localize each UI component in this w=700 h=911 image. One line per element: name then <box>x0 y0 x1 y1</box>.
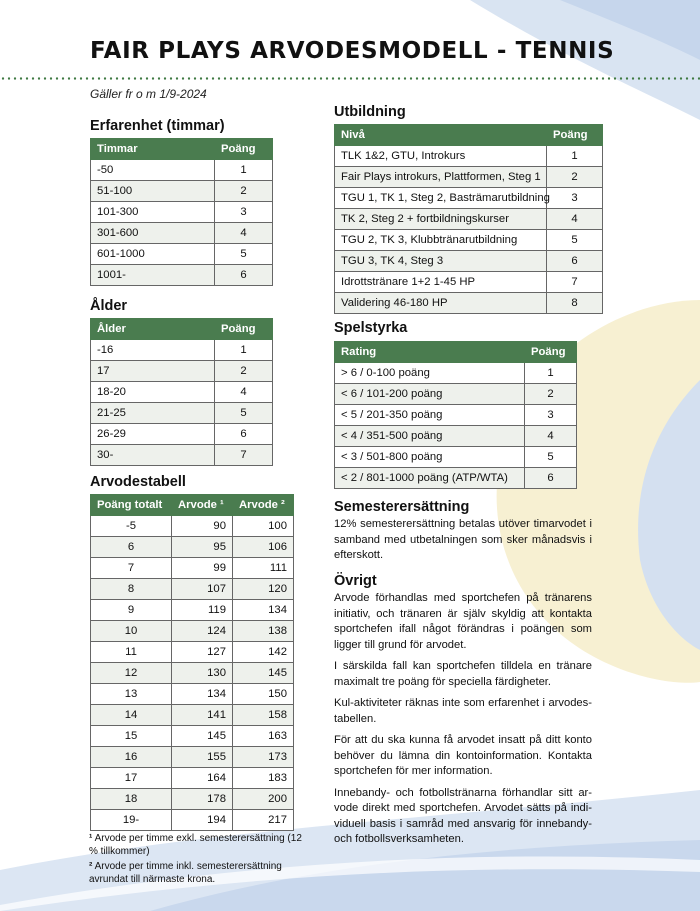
cell-rating: < 3 / 501-800 poäng <box>335 447 525 468</box>
column-header: Arvode ¹ <box>172 495 233 516</box>
table-row <box>335 426 577 447</box>
column-header: Nivå <box>335 125 547 146</box>
cell-level: TGU 2, TK 3, Klubbtränarutbildning <box>335 230 547 251</box>
cell-fee-incl: 150 <box>233 684 294 705</box>
column-header: Poäng <box>525 342 577 363</box>
page-title: FAIR PLAYS ARVODESMODELL - TENNIS <box>90 38 615 64</box>
table-row <box>335 468 577 489</box>
ovrigt-paragraph: Kul-aktiviteter räknas inte som erfarenhet i arvodestabellen. <box>334 697 592 725</box>
table-row <box>91 382 273 403</box>
cell-fee-incl: 163 <box>233 726 294 747</box>
cell-fee-incl: 106 <box>233 537 294 558</box>
ovrigt-paragraph: I särskilda fall kan sportchefen tilldela en tränare maximalt tre poäng för speciella färdigheter. <box>334 660 592 688</box>
table-row <box>91 340 273 361</box>
column-header: Poäng <box>547 125 603 146</box>
alder-table <box>90 318 273 466</box>
footnote-1-mark: ¹ <box>89 833 93 844</box>
cell-points: 3 <box>215 202 273 223</box>
cell-age: 18-20 <box>91 382 215 403</box>
table-header-row <box>335 342 577 363</box>
cell-points: 3 <box>525 405 577 426</box>
cell-points-total: 6 <box>91 537 172 558</box>
cell-range: 301-600 <box>91 223 215 244</box>
column-header: Rating <box>335 342 525 363</box>
table-row <box>91 244 273 265</box>
column-header: Poäng totalt <box>91 495 172 516</box>
table-header-row <box>91 495 294 516</box>
cell-points: 6 <box>215 265 273 286</box>
table-row <box>91 361 273 382</box>
ovrigt-paragraph: För att du ska kunna få arvodet insatt på ditt konto behöver du lämna din kontoinformation. Kontakta sportchefen för mer information. <box>334 734 592 777</box>
table-row <box>335 384 577 405</box>
table-row <box>91 202 273 223</box>
cell-points: 5 <box>525 447 577 468</box>
cell-points: 5 <box>215 403 273 424</box>
cell-fee-incl: 100 <box>233 516 294 537</box>
cell-rating: > 6 / 0-100 poäng <box>335 363 525 384</box>
cell-level: Validering 46-180 HP <box>335 293 547 314</box>
table-row <box>91 516 294 537</box>
cell-range: 101-300 <box>91 202 215 223</box>
table-row <box>335 146 603 167</box>
alder-heading: Ålder <box>90 298 128 314</box>
cell-level: TGU 3, TK 4, Steg 3 <box>335 251 547 272</box>
cell-points-total: 10 <box>91 621 172 642</box>
table-row <box>91 600 294 621</box>
footnote-2 <box>89 860 309 886</box>
column-header: Ålder <box>91 319 215 340</box>
cell-points: 2 <box>215 181 273 202</box>
table-row <box>335 405 577 426</box>
cell-points-total: 15 <box>91 726 172 747</box>
cell-fee-excl: 145 <box>172 726 233 747</box>
cell-points: 6 <box>547 251 603 272</box>
ovrigt-text-block <box>334 591 592 854</box>
cell-points-total: 14 <box>91 705 172 726</box>
cell-range: 601-1000 <box>91 244 215 265</box>
column-header: Poäng <box>215 319 273 340</box>
cell-fee-excl: 178 <box>172 789 233 810</box>
table-header-row <box>91 139 273 160</box>
cell-fee-excl: 164 <box>172 768 233 789</box>
cell-fee-incl: 173 <box>233 747 294 768</box>
table-row <box>91 403 273 424</box>
cell-range: -50 <box>91 160 215 181</box>
cell-rating: < 4 / 351-500 poäng <box>335 426 525 447</box>
cell-points-total: 19- <box>91 810 172 831</box>
arvodestabell-table <box>90 494 294 831</box>
cell-points: 4 <box>215 223 273 244</box>
cell-points-total: 11 <box>91 642 172 663</box>
spelstyrka-table <box>334 341 577 489</box>
dotted-divider <box>0 77 700 80</box>
table-row <box>91 223 273 244</box>
cell-points-total: 12 <box>91 663 172 684</box>
cell-age: 26-29 <box>91 424 215 445</box>
cell-level: Fair Plays introkurs, Plattformen, Steg 1 <box>335 167 547 188</box>
cell-range: 1001- <box>91 265 215 286</box>
cell-age: 30- <box>91 445 215 466</box>
table-row <box>91 810 294 831</box>
table-row <box>335 272 603 293</box>
column-header: Poäng <box>215 139 273 160</box>
cell-points: 3 <box>547 188 603 209</box>
cell-points: 6 <box>525 468 577 489</box>
footnote-2-text: Arvode per timme inkl. semesterersättning avrundat till närmaste krona. <box>89 861 282 885</box>
footnote-1 <box>89 832 309 858</box>
utbildning-table <box>334 124 603 314</box>
cell-fee-incl: 142 <box>233 642 294 663</box>
cell-fee-incl: 134 <box>233 600 294 621</box>
cell-fee-excl: 90 <box>172 516 233 537</box>
cell-points-total: 17 <box>91 768 172 789</box>
table-row <box>335 188 603 209</box>
cell-fee-incl: 200 <box>233 789 294 810</box>
cell-fee-incl: 138 <box>233 621 294 642</box>
table-header-row <box>335 125 603 146</box>
table-row <box>91 747 294 768</box>
cell-points: 2 <box>215 361 273 382</box>
cell-fee-incl: 183 <box>233 768 294 789</box>
cell-points: 2 <box>547 167 603 188</box>
table-row <box>335 209 603 230</box>
ovrigt-heading: Övrigt <box>334 573 377 589</box>
table-row <box>91 181 273 202</box>
table-row <box>91 160 273 181</box>
footnote-1-text: Arvode per timme exkl. semesterersättning (12 % tillkommer) <box>89 833 302 857</box>
cell-level: Idrottstränare 1+2 1-45 HP <box>335 272 547 293</box>
cell-fee-incl: 145 <box>233 663 294 684</box>
table-row <box>91 579 294 600</box>
table-row <box>335 447 577 468</box>
cell-points: 1 <box>547 146 603 167</box>
cell-points: 8 <box>547 293 603 314</box>
cell-points: 4 <box>525 426 577 447</box>
cell-level: TLK 1&2, GTU, Introkurs <box>335 146 547 167</box>
semester-text-block <box>334 517 592 570</box>
cell-points-total: 9 <box>91 600 172 621</box>
cell-age: -16 <box>91 340 215 361</box>
utbildning-heading: Utbildning <box>334 104 406 120</box>
footnotes <box>89 832 309 888</box>
cell-fee-excl: 107 <box>172 579 233 600</box>
cell-range: 51-100 <box>91 181 215 202</box>
cell-fee-incl: 217 <box>233 810 294 831</box>
table-row <box>335 230 603 251</box>
cell-fee-incl: 120 <box>233 579 294 600</box>
table-row <box>91 621 294 642</box>
table-row <box>335 363 577 384</box>
table-row <box>335 251 603 272</box>
semester-heading: Semesterersättning <box>334 499 470 515</box>
cell-points: 4 <box>215 382 273 403</box>
table-row <box>91 663 294 684</box>
cell-age: 21-25 <box>91 403 215 424</box>
table-row <box>91 424 273 445</box>
cell-rating: < 6 / 101-200 poäng <box>335 384 525 405</box>
cell-points: 2 <box>525 384 577 405</box>
cell-fee-excl: 95 <box>172 537 233 558</box>
validity-date: Gäller fr o m 1/9-2024 <box>90 87 207 101</box>
cell-points: 4 <box>547 209 603 230</box>
table-row <box>91 789 294 810</box>
cell-fee-excl: 130 <box>172 663 233 684</box>
table-row <box>91 537 294 558</box>
semester-paragraph: 12% semesterersättning betalas utöver timarvodet i samband med utbetalningen som sker månadsvis i efterskott. <box>334 518 592 561</box>
cell-points: 6 <box>215 424 273 445</box>
table-row <box>335 167 603 188</box>
table-row <box>91 684 294 705</box>
cell-points: 1 <box>525 363 577 384</box>
table-row <box>91 768 294 789</box>
erfarenhet-table <box>90 138 273 286</box>
cell-points-total: 7 <box>91 558 172 579</box>
cell-points: 1 <box>215 160 273 181</box>
cell-points: 7 <box>547 272 603 293</box>
table-row <box>91 445 273 466</box>
cell-fee-excl: 127 <box>172 642 233 663</box>
cell-points-total: 16 <box>91 747 172 768</box>
cell-points: 5 <box>215 244 273 265</box>
cell-fee-excl: 99 <box>172 558 233 579</box>
cell-points-total: -5 <box>91 516 172 537</box>
cell-age: 17 <box>91 361 215 382</box>
cell-rating: < 2 / 801-1000 poäng (ATP/WTA) <box>335 468 525 489</box>
cell-rating: < 5 / 201-350 poäng <box>335 405 525 426</box>
cell-points: 1 <box>215 340 273 361</box>
cell-fee-excl: 119 <box>172 600 233 621</box>
table-row <box>91 265 273 286</box>
table-row <box>91 705 294 726</box>
cell-points-total: 18 <box>91 789 172 810</box>
cell-fee-excl: 124 <box>172 621 233 642</box>
cell-points-total: 13 <box>91 684 172 705</box>
footnote-2-mark: ² <box>89 861 93 872</box>
cell-points: 7 <box>215 445 273 466</box>
table-row <box>335 293 603 314</box>
arvodestabell-heading: Arvodestabell <box>90 474 186 490</box>
ovrigt-paragraph: Arvode förhandlas med sportchefen på tränarens initiativ, och tränaren är själv skyldig att kontakta sportchefen ifall något förändras i poängen som ligger till grund för arvodet. <box>334 592 592 651</box>
table-row <box>91 558 294 579</box>
ovrigt-paragraph: Innebandy- och fotbollstränarna förhandlar sitt arvode direkt med sportchefen. Arvodet sätts på individuell basis i samråd med ansvarig för innebandy- och fotbollsverksamheten. <box>334 786 592 845</box>
cell-fee-excl: 134 <box>172 684 233 705</box>
table-row <box>91 726 294 747</box>
cell-fee-excl: 155 <box>172 747 233 768</box>
cell-fee-incl: 111 <box>233 558 294 579</box>
table-row <box>91 642 294 663</box>
cell-level: TK 2, Steg 2 + fortbildningskurser <box>335 209 547 230</box>
cell-points: 5 <box>547 230 603 251</box>
cell-level: TGU 1, TK 1, Steg 2, Basträmarutbildning <box>335 188 547 209</box>
cell-fee-incl: 158 <box>233 705 294 726</box>
cell-fee-excl: 141 <box>172 705 233 726</box>
cell-points-total: 8 <box>91 579 172 600</box>
erfarenhet-heading: Erfarenhet (timmar) <box>90 118 225 134</box>
spelstyrka-heading: Spelstyrka <box>334 320 408 336</box>
table-header-row <box>91 319 273 340</box>
column-header: Arvode ² <box>233 495 294 516</box>
cell-fee-excl: 194 <box>172 810 233 831</box>
column-header: Timmar <box>91 139 215 160</box>
